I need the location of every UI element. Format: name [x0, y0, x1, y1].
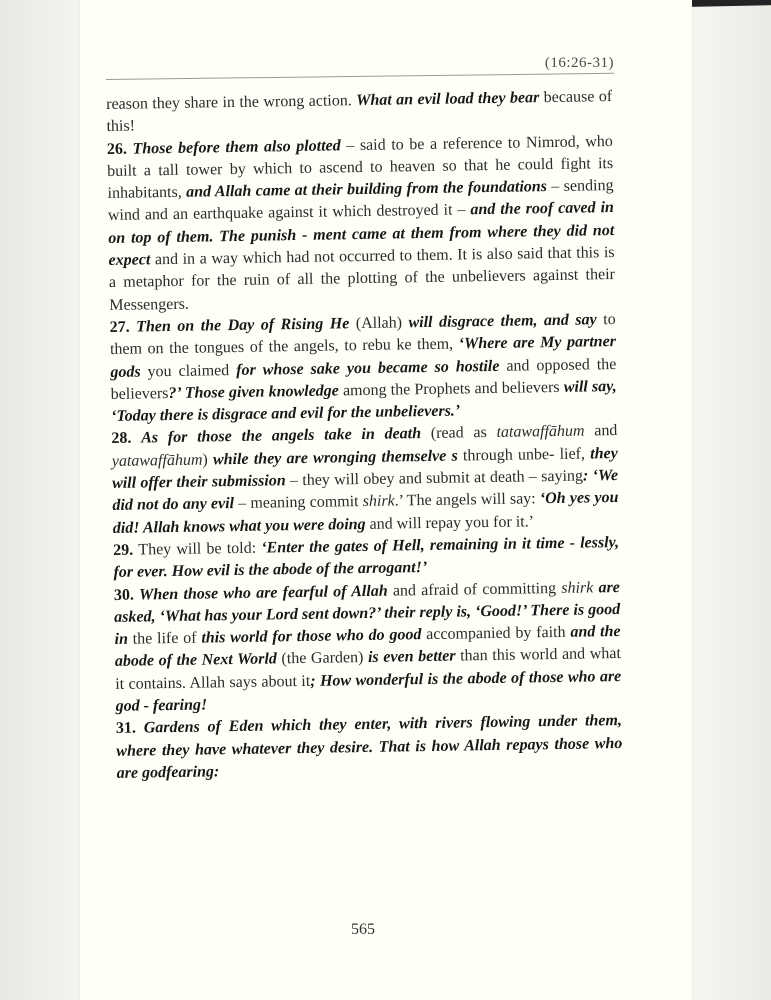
text-segment: What an evil load they bear — [356, 89, 540, 110]
text-segment: among the Prophets and believers — [338, 378, 564, 400]
verse-number: 27. — [109, 318, 137, 336]
text-segment: they will offer their submission — [111, 444, 618, 492]
header-rule — [106, 73, 614, 80]
text-segment: and in a way which had not occurred to them. It is also said that this is a metaphor for the ruin of all the plotting of the unbelievers against their Messengers. — [108, 244, 616, 314]
book-gutter-left — [0, 0, 80, 1000]
verse-number: 29. — [113, 541, 139, 559]
text-segment: – sending wind and an earthquake against it which destroyed it – — [107, 177, 614, 225]
text-segment: because of this! — [106, 88, 613, 136]
text-segment: (Allah) — [349, 314, 409, 333]
paragraph — [113, 532, 620, 585]
verse-number: 26. — [106, 140, 133, 158]
text-segment: reason they share in the wrong action. — [106, 92, 357, 113]
text-segment: – meaning commit — [233, 493, 363, 513]
book-page — [80, 0, 692, 1000]
verse-number: 31. — [115, 719, 144, 738]
text-segment: ) — [202, 451, 214, 469]
text-segment: while they are wronging themselve s — [212, 447, 458, 469]
text-segment: yatawaffāhum — [111, 451, 203, 470]
text-segment: for whose sake you became so hostile — [236, 357, 500, 379]
text-segment: shirk — [561, 578, 594, 597]
text-segment: and the abode of the Next World — [114, 623, 621, 671]
paragraph — [107, 131, 616, 317]
text-segment: When those who are fearful of Allah — [138, 582, 388, 604]
text-segment: this world for those who do good — [201, 626, 422, 647]
text-segment: Gardens of Eden which they enter, with rivers flowing under them, where they have whatever they desire. That is how Allah repays those who are godfearing: — [116, 712, 623, 782]
paragraph — [106, 86, 613, 139]
text-segment: (read as — [420, 424, 497, 443]
text-segment: are asked, ‘What has your Lord sent down?’ their reply is, ‘Good!’ There is good in — [114, 578, 621, 649]
text-segment: (the Garden) — [276, 649, 369, 668]
verse-number: 28. — [111, 429, 142, 448]
text-segment: will disgrace them, and say — [408, 311, 597, 332]
text-segment: As for those the angels take in death — [141, 425, 422, 447]
text-segment: ; How wonderful is the abode of those who are god - fearing! — [115, 667, 622, 715]
text-segment: tatawaffāhum — [496, 422, 585, 442]
verse-number: 30. — [113, 586, 140, 604]
text-segment: : ‘We did not do any evil — [112, 467, 619, 515]
text-segment: shirk — [362, 492, 395, 511]
paragraph — [110, 309, 618, 428]
text-segment: than this world and what it contains. Allah says about it — [115, 645, 621, 693]
page-number: 565 — [351, 921, 375, 938]
text-segment: and opposed the believers — [110, 355, 617, 403]
text-segment: and — [584, 422, 618, 440]
text-segment: – they will obey and submit at death – saying — [285, 467, 584, 490]
text-segment: Those before them also plotted — [132, 136, 341, 158]
text-segment: – said to be a reference to Nimrod, who built a tall tower by which to ascend to heaven so that he could fight its inhabitants, — [107, 132, 614, 203]
text-segment: to them on the tongues of the angels, to rebu ke them, — [109, 310, 616, 359]
text-segment: you claimed — [140, 361, 237, 381]
book-edge-right — [691, 0, 771, 1000]
text-segment: and will repay you for it.’ — [365, 512, 535, 533]
text-segment: the life of — [127, 629, 202, 648]
text-segment: is even better — [367, 648, 456, 667]
paragraph — [114, 577, 622, 719]
text-segment: and afraid of committing — [387, 579, 562, 600]
running-head: (16:26-31) — [544, 55, 614, 71]
text-segment: and Allah came at their building from the foundations — [186, 178, 548, 201]
text-segment: They will be told: — [138, 539, 262, 559]
paragraph — [116, 710, 623, 785]
body-text — [106, 86, 623, 785]
paragraph — [111, 420, 619, 539]
text-segment: will say, ‘Today there is disgrace and evil for the unbelievers.’ — [110, 377, 617, 426]
text-segment: ‘Oh yes you did! Allah knows what you were doing — [112, 489, 619, 537]
text-segment: ‘Enter the gates of Hell, remaining in it time - lessly, for ever. How evil is the abode of the arrogant!’ — [113, 533, 620, 582]
text-segment: Then on the Day of Rising He — [136, 315, 350, 336]
text-segment: and the roof caved in on top of them. The punish - ment came at them from where they did not expect — [108, 199, 615, 270]
text-segment: ‘Where are My partner gods — [110, 333, 617, 381]
text-segment: ?’ Those given knowledge — [168, 382, 339, 402]
text-segment: accompanied by faith — [421, 623, 571, 644]
text-segment: through unbe- lief, — [457, 445, 591, 465]
text-segment: .’ The angels will say: — [394, 490, 540, 510]
